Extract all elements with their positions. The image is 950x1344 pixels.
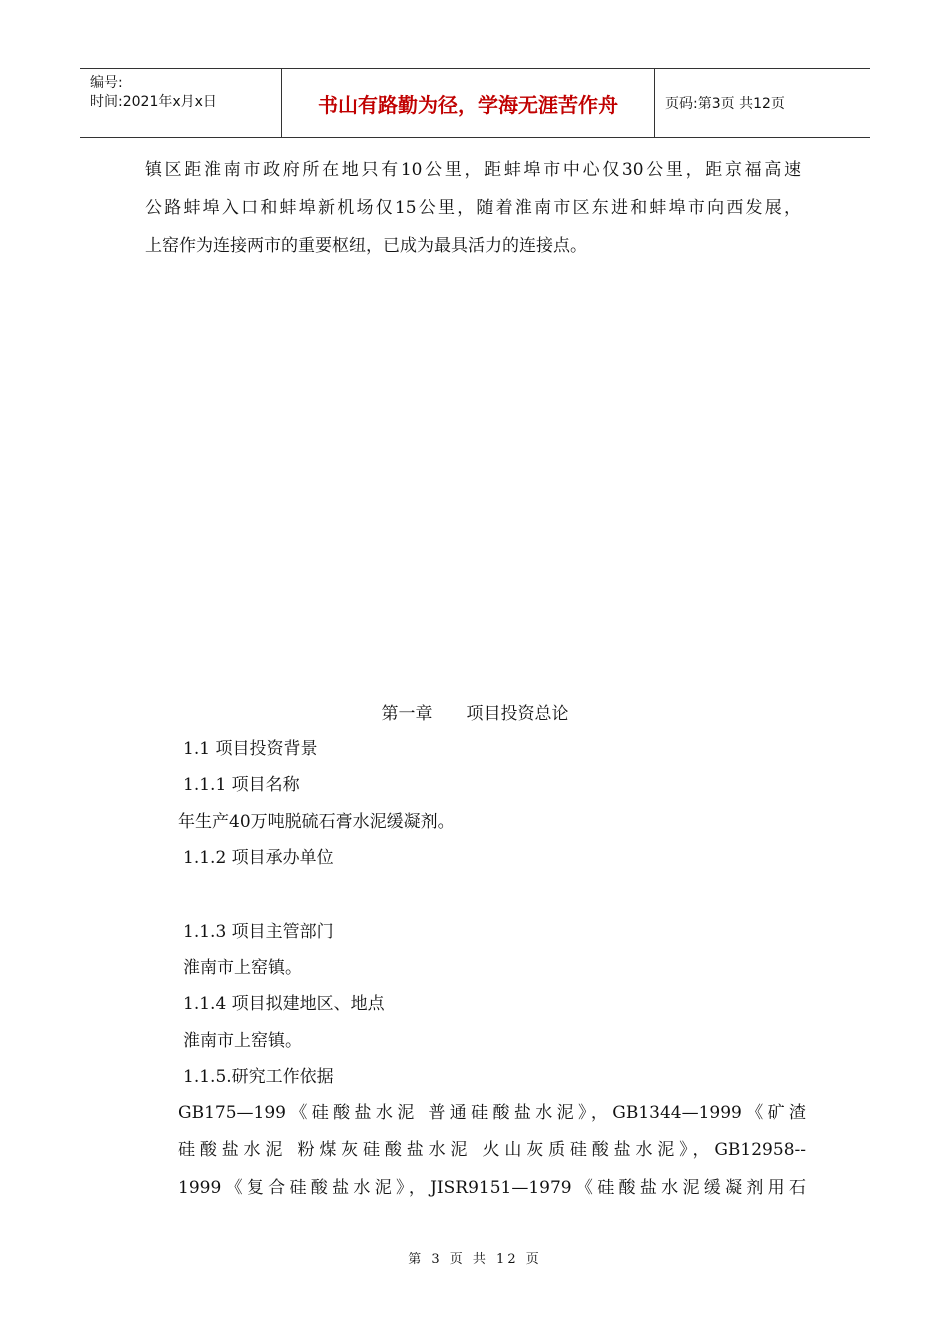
- section-1-1-1: 1.1.1 项目名称: [183, 775, 300, 795]
- intro-line-1: 镇区距淮南市政府所在地只有10公里，距蚌埠市中心仅30公里，距京福高速: [145, 160, 801, 180]
- chapter-title: 第一章 项目投资总论: [381, 704, 569, 724]
- header-meta-cell: [80, 69, 282, 137]
- header-motto: 书山有路勤为径，学海无涯苦作舟: [282, 69, 655, 137]
- header-page-info: 页码:第3页 共12页: [665, 96, 785, 112]
- intro-line-2: 公路蚌埠入口和蚌埠新机场仅15公里，随着淮南市区东进和蚌埠市向西发展，: [145, 198, 801, 218]
- section-1-1-5: 1.1.5.研究工作依据: [183, 1067, 334, 1087]
- date-label: 时间:2021年x月x日: [90, 94, 217, 110]
- project-name: 年生产40万吨脱硫石膏水泥缓凝剂。: [178, 812, 455, 832]
- number-label: 编号:: [90, 75, 123, 91]
- page-footer: 第 3 页 共 12 页: [408, 1252, 542, 1267]
- section-1-1: 1.1 项目投资背景: [183, 739, 318, 759]
- department-value: 淮南市上窑镇。: [183, 958, 302, 978]
- section-1-1-2: 1.1.2 项目承办单位: [183, 848, 334, 868]
- section-1-1-4: 1.1.4 项目拟建地区、地点: [183, 994, 385, 1014]
- location-value: 淮南市上窑镇。: [183, 1031, 302, 1051]
- section-1-1-3: 1.1.3 项目主管部门: [183, 922, 334, 942]
- basis-line-3: 1999《复合硅酸盐水泥》，JISR9151—1979《硅酸盐水泥缓凝剂用石: [178, 1178, 806, 1198]
- intro-line-3: 上窑作为连接两市的重要枢纽，已成为最具活力的连接点。: [145, 236, 587, 256]
- basis-line-1: GB175—199《硅酸盐水泥 普通硅酸盐水泥》，GB1344—1999《矿渣: [178, 1103, 806, 1123]
- document-header: [80, 68, 870, 138]
- basis-line-2: 硅酸盐水泥 粉煤灰硅酸盐水泥 火山灰质硅酸盐水泥》，GB12958--: [178, 1140, 806, 1160]
